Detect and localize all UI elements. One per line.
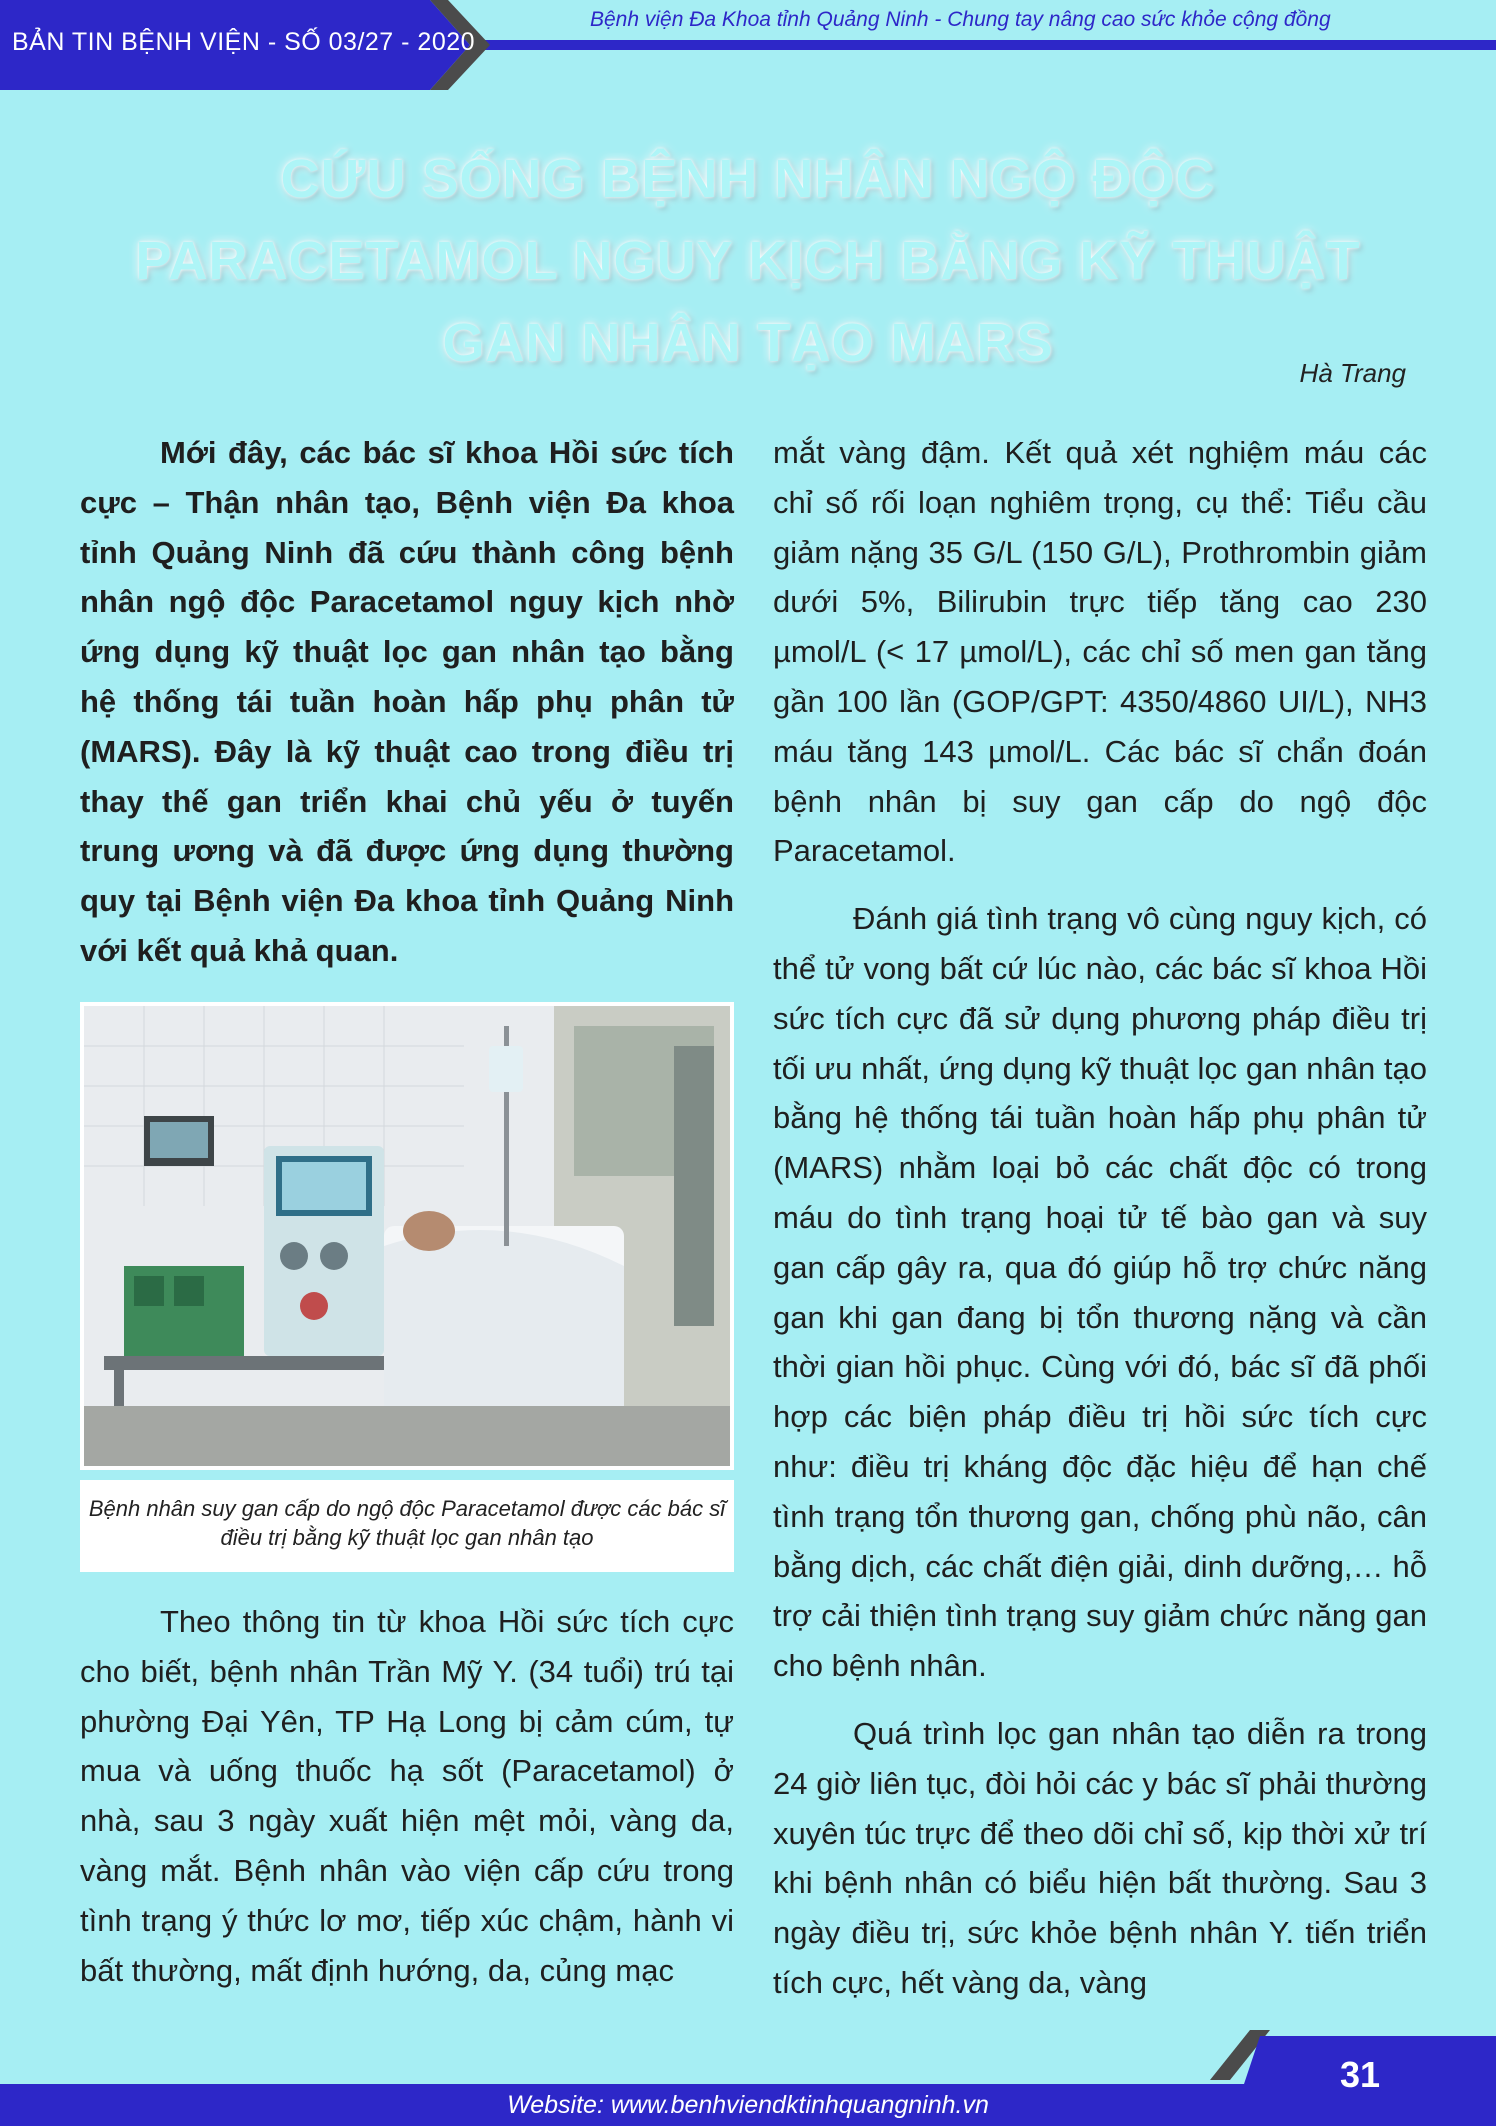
lead-paragraph: Mới đây, các bác sĩ khoa Hồi sức tích cực – Thận nhân tạo, Bệnh viện Đa khoa tỉnh Quảng Ninh đã cứu thành công bệnh nhân ngộ độc Paracetamol nguy kịch nhờ ứng dụng kỹ thuật lọc gan nhân tạo bằng hệ thống tái tuần hoàn hấp phụ phân tử (MARS). Đây là kỹ thuật cao trong điều trị thay thế gan triển khai chủ yếu ở tuyến trung ương và đã được ứng dụng thường quy tại Bệnh viện Đa khoa tỉnh Quảng Ninh với kết quả khả quan. [80, 435, 734, 968]
left-column-lower [80, 1597, 734, 1995]
right-column [773, 428, 1427, 2008]
body-paragraph-continued: mắt vàng đậm. Kết quả xét nghiệm máu các chỉ số rối loạn nghiêm trọng, cụ thể: Tiểu cầu giảm nặng 35 G/L (150 G/L), Prothrombin giảm dưới 5%, Bilirubin trực tiếp tăng cao 230 µmol/L (< 17 µmol/L), các chỉ số men gan tăng gần 100 lần (GOP/GPT: 4350/4860 UI/L), NH3 máu tăng 143 µmol/L. Các bác sĩ chẩn đoán bệnh nhân bị suy gan cấp do ngộ độc Paracetamol. [773, 435, 1427, 869]
author-name: Hà Trang [1299, 358, 1406, 388]
body-paragraph: Đánh giá tình trạng vô cùng nguy kịch, có thể tử vong bất cứ lúc nào, các bác sĩ khoa Hồi sức tích cực đã sử dụng phương pháp điều trị tối ưu nhất, ứng dụng kỹ thuật lọc gan nhân tạo bằng hệ thống tái tuần hoàn hấp phụ phân tử (MARS) nhằm loại bỏ các chất độc có trong máu do tình trạng hoại tử tế bào gan và suy gan cấp gây ra, qua đó giúp hỗ trợ chức năng gan khi gan đang bị tổn thương nặng và cần thời gian hồi phục. Cùng với đó, bác sĩ đã phối hợp các biện pháp điều trị hồi sức tích cực như: điều trị kháng độc đặc hiệu để hạn chế tình trạng tổn thương gan, chống phù não, cân bằng dịch, các chất điện giải, dinh dưỡng,… hỗ trợ cải thiện tình trạng suy giảm chức năng gan cho bệnh nhân. [773, 901, 1427, 1684]
title-line: PARACETAMOL NGUY KỊCH BẰNG KỸ THUẬT [135, 231, 1361, 291]
icu-mars-photo [84, 1006, 730, 1466]
title-line: GAN NHÂN TẠO MARS [442, 313, 1054, 373]
icu-scene-illustration [84, 1006, 730, 1466]
left-column [80, 428, 734, 976]
title-line: CỨU SỐNG BỆNH NHÂN NGỘ ĐỘC [280, 149, 1216, 209]
body-paragraph: Quá trình lọc gan nhân tạo diễn ra trong 24 giờ liên tục, đòi hỏi các y bác sĩ phải thường xuyên túc trực để theo dõi chỉ số, kịp thời xử trí khi bệnh nhân có biểu hiện bất thường. Sau 3 ngày điều trị, sức khỏe bệnh nhân Y. tiến triển tích cực, hết vàng da, vàng [773, 1715, 1427, 2000]
header-rule [470, 40, 1496, 50]
caption-box [80, 1480, 734, 1572]
photo-frame [80, 1002, 734, 1470]
article-title [60, 138, 1436, 384]
hospital-slogan: Bệnh viện Đa Khoa tỉnh Quảng Ninh - Chung tay nâng cao sức khỏe cộng đồng [590, 8, 1331, 31]
issue-label: BẢN TIN BỆNH VIỆN - SỐ 03/27 - 2020 [12, 28, 476, 56]
website-link[interactable]: Website: www.benhviendktinhquangninh.vn [507, 2091, 989, 2119]
page-number: 31 [1340, 2054, 1381, 2095]
body-paragraph: Theo thông tin từ khoa Hồi sức tích cực cho biết, bệnh nhân Trần Mỹ Y. (34 tuổi) trú tại phường Đại Yên, TP Hạ Long bị cảm cúm, tự mua và uống thuốc hạ sốt (Paracetamol) ở nhà, sau 3 ngày xuất hiện mệt mỏi, vàng da, vàng mắt. Bệnh nhân vào viện cấp cứu trong tình trạng ý thức lơ mơ, tiếp xúc chậm, hành vi bất thường, mất định hướng, da, củng mạc [80, 1604, 734, 1988]
photo-caption: Bệnh nhân suy gan cấp do ngộ độc Paracetamol được các bác sĩ điều trị bằng kỹ thuật lọc gan nhân tạo [88, 1496, 726, 1550]
